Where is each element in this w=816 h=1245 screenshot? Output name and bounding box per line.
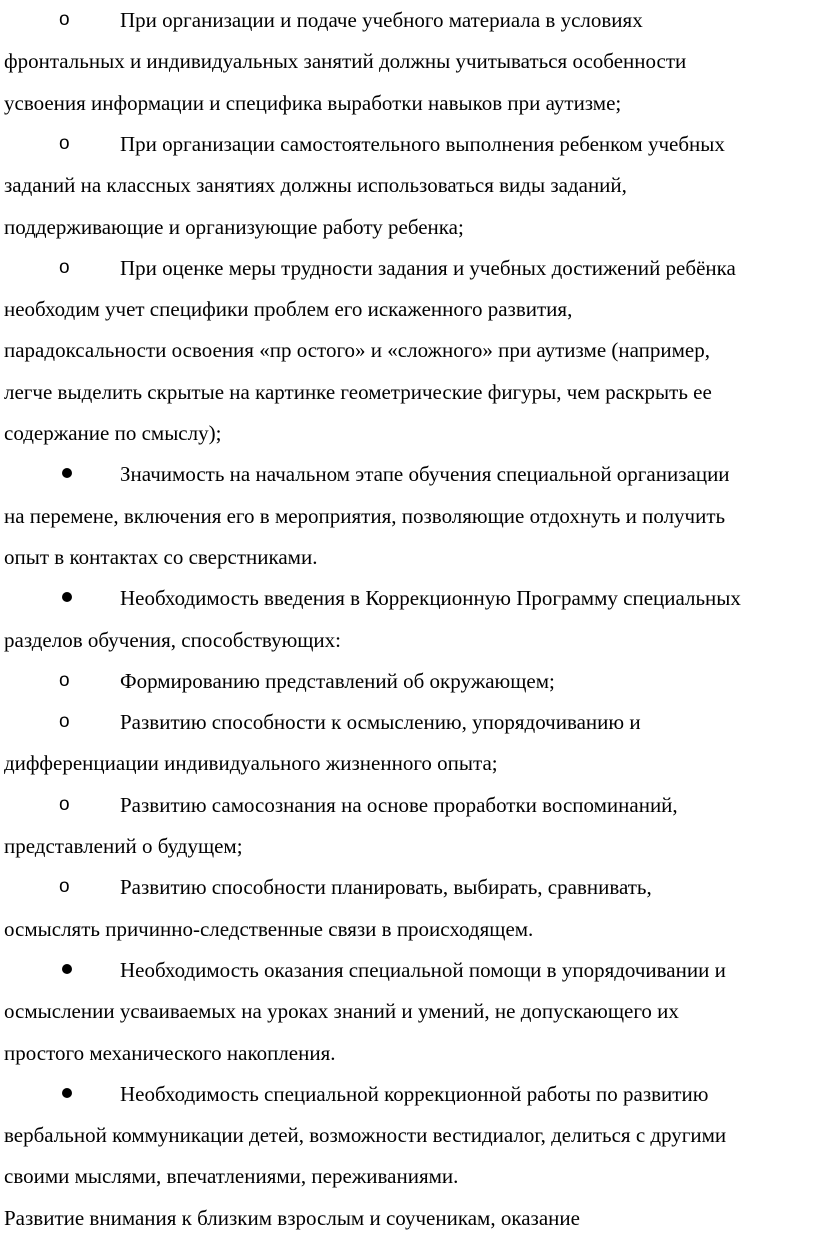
bullet-icon: [62, 464, 74, 476]
list-item-text: Необходимость оказания специальной помощи в упорядочивании и: [120, 958, 726, 982]
list-item-text: Значимость на начальном этапе обучения специальной организации: [120, 462, 730, 486]
list-item-text: При организации самостоятельного выполнения ребенком учебных: [120, 132, 725, 156]
text-line: необходим учет специфики проблем его искаженного развития,: [4, 297, 573, 321]
list-marker-icon: o: [59, 794, 70, 815]
text-line: осмыслять причинно-следственные связи в происходящем.: [4, 917, 534, 941]
list-item-text: Формированию представлений об окружающем;: [120, 669, 555, 693]
list-marker-icon: o: [59, 257, 70, 278]
text-line: заданий на классных занятиях должны использоваться виды заданий,: [4, 173, 627, 197]
text-line: своими мыслями, впечатлениями, переживаниями.: [4, 1164, 459, 1188]
list-item-text: Необходимость введения в Коррекционную Программу специальных: [120, 586, 741, 610]
list-marker-icon: o: [59, 711, 70, 732]
list-item-text: Необходимость специальной коррекционной работы по развитию: [120, 1082, 709, 1106]
text-line: фронтальных и индивидуальных занятий должны учитываться особенности: [4, 49, 687, 73]
text-line: дифференциации индивидуального жизненного опыта;: [4, 751, 498, 775]
text-line: вербальной коммуникации детей, возможности вестидиалог, делиться с другими: [4, 1123, 727, 1147]
text-line: осмыслении усваиваемых на уроках знаний и умений, не допускающего их: [4, 999, 679, 1023]
list-marker-icon: o: [59, 9, 70, 30]
list-marker-icon: o: [59, 876, 70, 897]
text-line: усвоения информации и специфика выработки навыков при аутизме;: [4, 91, 622, 115]
text-line: Развитие внимания к близким взрослым и соученикам, оказание: [4, 1206, 580, 1230]
text-line: простого механического накопления.: [4, 1041, 336, 1065]
bullet-icon: [62, 960, 74, 972]
text-line: на перемене, включения его в мероприятия, позволяющие отдохнуть и получить: [4, 504, 726, 528]
text-line: парадоксальности освоения «пр остого» и «сложного» при аутизме (например,: [4, 338, 711, 362]
bullet-icon: [62, 1084, 74, 1096]
text-line: разделов обучения, способствующих:: [4, 628, 342, 652]
list-item-text: Развитию способности к осмыслению, упорядочиванию и: [120, 710, 641, 734]
text-line: легче выделить скрытые на картинке геометрические фигуры, чем раскрыть ее: [4, 380, 712, 404]
text-line: содержание по смыслу);: [4, 421, 222, 445]
text-line: поддерживающие и организующие работу ребенка;: [4, 215, 464, 239]
list-marker-icon: o: [59, 133, 70, 154]
list-item-text: При оценке меры трудности задания и учебных достижений ребёнка: [120, 256, 736, 280]
list-marker-icon: o: [59, 670, 70, 691]
list-item-text: Развитию способности планировать, выбирать, сравнивать,: [120, 875, 652, 899]
bullet-icon: [62, 588, 74, 600]
text-line: представлений о будущем;: [4, 834, 243, 858]
list-item-text: Развитию самосознания на основе проработки воспоминаний,: [120, 793, 678, 817]
text-line: опыт в контактах со сверстниками.: [4, 545, 318, 569]
list-item-text: При организации и подаче учебного материала в условиях: [120, 8, 643, 32]
